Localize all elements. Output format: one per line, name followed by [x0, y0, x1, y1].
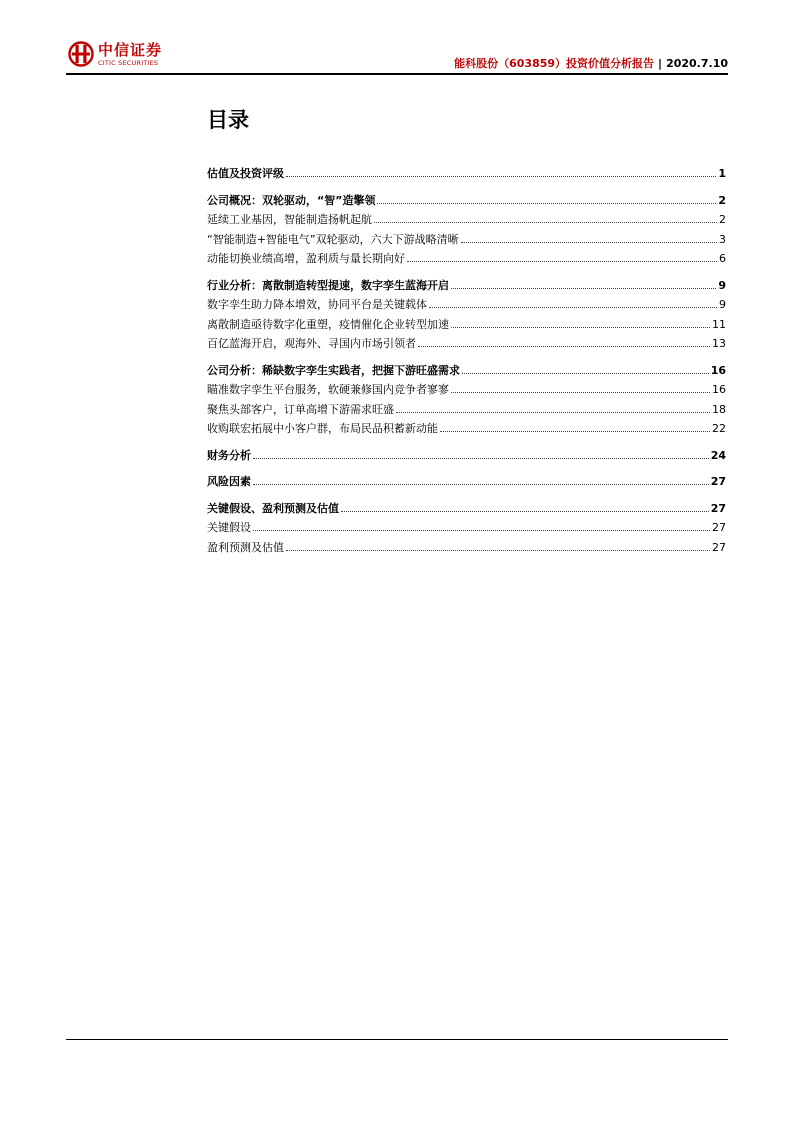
footer-rule [66, 1039, 728, 1040]
toc-page-number: 9 [718, 278, 726, 292]
toc-dot-leader [451, 391, 710, 393]
toc-subsection-entry[interactable] [207, 315, 726, 335]
logo-english-name: CITIC SECURITIES [98, 58, 159, 67]
toc-dot-leader [253, 483, 709, 485]
toc-dot-leader [451, 287, 716, 289]
toc-subsection-entry[interactable] [207, 400, 726, 420]
header-rule [66, 73, 728, 75]
toc-entry-title: 关键假设 [207, 521, 251, 534]
toc-section-entry[interactable] [207, 472, 726, 492]
citic-logo [68, 41, 162, 67]
toc-page-number: 9 [719, 298, 726, 311]
toc-entry-title: 聚焦头部客户，订单高增下游需求旺盛 [207, 402, 394, 416]
toc-dot-leader [440, 430, 710, 432]
report-date: 2020.7.10 [666, 57, 728, 70]
toc-entry-title: 估值及投资评级 [207, 167, 284, 180]
toc-entry-title: 盈利预测及估值 [207, 540, 284, 554]
toc-entry-title: “智能制造+智能电气”双轮驱动，六大下游战略清晰 [207, 232, 459, 246]
toc-subsection-entry[interactable] [207, 518, 726, 538]
toc-dot-leader [286, 175, 716, 177]
toc-subsection-entry[interactable] [207, 210, 726, 230]
report-header [454, 55, 728, 71]
toc-page-number: 16 [712, 383, 726, 396]
toc-page-number: 22 [712, 422, 726, 435]
toc-dot-leader [407, 260, 717, 262]
toc-entry-title: 行业分析：离散制造转型提速，数字孪生蓝海开启 [207, 278, 449, 292]
toc-dot-leader [341, 510, 709, 512]
toc-page-number: 2 [718, 193, 726, 207]
toc-section-entry[interactable] [207, 276, 726, 296]
report-title: 能科股份（603859）投资价值分析报告 [454, 57, 655, 70]
toc-entry-title: 财务分析 [207, 448, 251, 462]
toc-section-entry[interactable] [207, 361, 726, 381]
toc-dot-leader [451, 326, 710, 328]
toc-entry-title: 离散制造亟待数字化重塑，疫情催化企业转型加速 [207, 317, 449, 331]
toc-page-number: 3 [719, 232, 726, 246]
toc-subsection-entry[interactable] [207, 538, 726, 558]
toc-page-number: 11 [712, 317, 726, 331]
toc-section-entry[interactable] [207, 446, 726, 466]
toc-page-number: 1 [718, 167, 726, 180]
toc-entry-title: 瞄准数字孪生平台服务，软硬兼修国内竞争者寥寥 [207, 383, 449, 396]
toc-page-number: 27 [710, 475, 726, 488]
toc-dot-leader [462, 372, 709, 374]
toc-entry-title: 公司分析：稀缺数字孪生实践者，把握下游旺盛需求 [207, 363, 460, 377]
toc-page-number: 2 [719, 213, 726, 226]
toc-subsection-entry[interactable] [207, 380, 726, 400]
toc-page-number: 6 [719, 252, 726, 265]
toc-section-entry[interactable] [207, 164, 726, 184]
toc-page-number: 13 [712, 337, 726, 350]
table-of-contents [207, 164, 726, 557]
toc-page-number: 27 [710, 501, 726, 515]
page-title: 目录 [207, 108, 249, 132]
toc-page-number: 16 [710, 363, 726, 377]
toc-subsection-entry[interactable] [207, 230, 726, 250]
logo-chinese-name: 中信证券 [98, 40, 163, 59]
toc-entry-title: 关键假设、盈利预测及估值 [207, 501, 339, 515]
toc-entry-title: 收购联宏拓展中小客户群，布局民品积蓄新动能 [207, 422, 438, 435]
toc-subsection-entry[interactable] [207, 249, 726, 269]
toc-entry-title: 公司概况：双轮驱动，“智”造擎领 [207, 193, 376, 207]
toc-entry-title: 动能切换业绩高增，盈利质与量长期向好 [207, 252, 405, 265]
toc-dot-leader [253, 529, 710, 531]
header-separator: | [658, 57, 663, 70]
toc-dot-leader [286, 549, 710, 551]
toc-subsection-entry[interactable] [207, 295, 726, 315]
toc-entry-title: 数字孪生助力降本增效，协同平台是关键载体 [207, 298, 427, 311]
toc-entry-title: 风险因素 [207, 475, 251, 488]
toc-section-entry[interactable] [207, 191, 726, 211]
toc-dot-leader [396, 411, 710, 413]
toc-subsection-entry[interactable] [207, 419, 726, 439]
toc-page-number: 24 [710, 448, 726, 462]
toc-dot-leader [253, 457, 709, 459]
toc-subsection-entry[interactable] [207, 334, 726, 354]
toc-entry-title: 百亿蓝海开启，观海外、寻国内市场引领者 [207, 337, 416, 350]
toc-dot-leader [461, 241, 717, 243]
toc-dot-leader [377, 202, 716, 204]
toc-entry-title: 延续工业基因，智能制造扬帆起航 [207, 213, 372, 226]
toc-page-number: 27 [712, 521, 726, 534]
toc-dot-leader [429, 306, 717, 308]
toc-page-number: 27 [712, 540, 726, 554]
toc-section-entry[interactable] [207, 499, 726, 519]
toc-dot-leader [374, 221, 717, 223]
citic-logo-icon [68, 41, 94, 67]
toc-dot-leader [418, 345, 710, 347]
toc-page-number: 18 [712, 402, 726, 416]
